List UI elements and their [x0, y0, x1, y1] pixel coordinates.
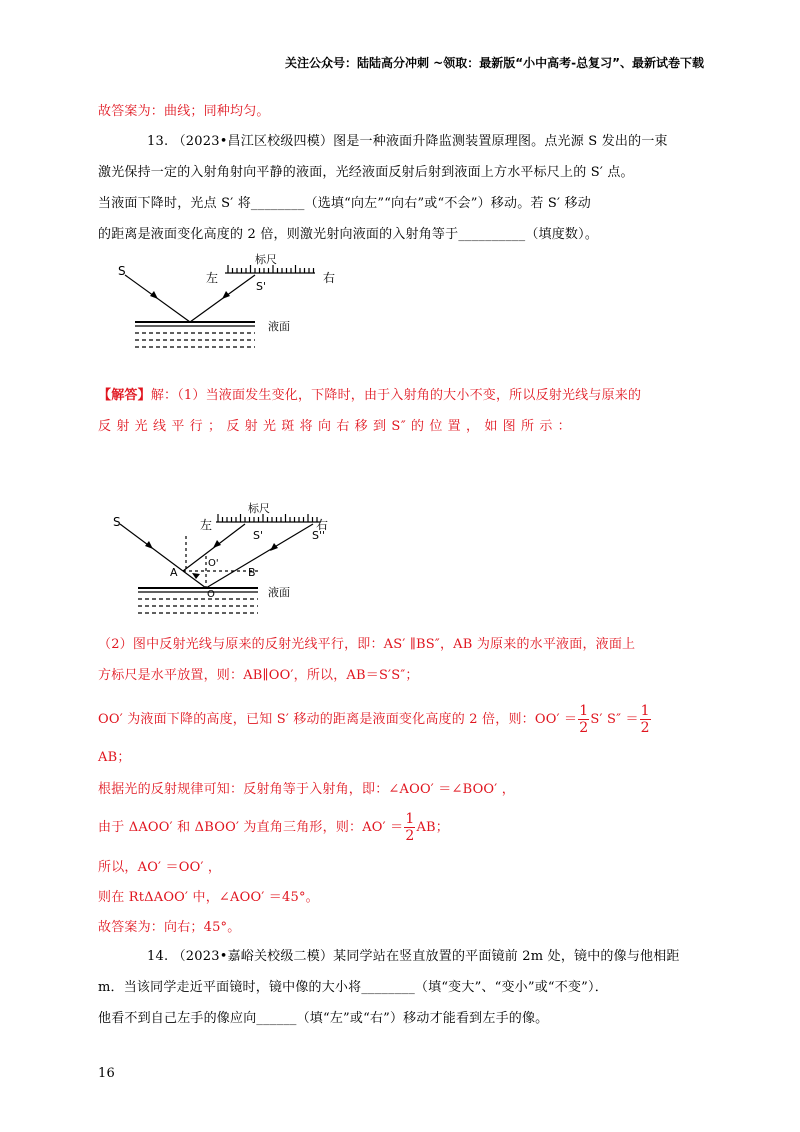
solution-p7: 则在 RtΔAOO′ 中，∠AOO′ ＝45°。 — [98, 890, 319, 905]
q13-line-1: 13. （2023•昌江区校级四模）图是一种液面升降监测装置原理图。点光源 S 发出的一束 — [147, 134, 668, 149]
solution-p2-1: （2）图中反射光线与原来的反射光线平行，即：AS′ ∥BS″，AB 为原来的水平液面，液面上 — [98, 637, 636, 652]
arrow-reflected-2 — [213, 540, 221, 548]
solution-p3-end: AB； — [98, 750, 131, 765]
solution-line-1 — [98, 384, 641, 403]
label-s-prime: S' — [256, 280, 267, 293]
label-left: 左 — [206, 271, 219, 285]
solution-p5 — [98, 812, 449, 843]
label-b: B — [248, 566, 256, 579]
fraction-numerator: 1 — [579, 703, 589, 719]
ruler-ticks — [228, 265, 314, 273]
solution-p5-b: AB； — [416, 820, 450, 835]
ruler-ticks-2 — [218, 514, 317, 522]
solution-figure — [108, 496, 348, 616]
label-surface-2: 液面 — [268, 586, 290, 599]
arrow-reflected-3 — [270, 543, 278, 551]
solution-tag: 【解答】 — [98, 388, 151, 403]
fraction-denominator: 2 — [640, 720, 650, 736]
fraction-denominator: 2 — [579, 720, 589, 736]
solution-p5-a: 由于 ΔAOO′ 和 ΔBOO′ 为直角三角形，则：AO′ ＝ — [98, 820, 404, 835]
arrow-reflected — [222, 291, 230, 299]
previous-answer: 故答案为：曲线；同种均匀。 — [98, 104, 270, 119]
solution-p1-2: 反 射 光 线 平 行 ； 反 射 光 斑 将 向 右 移 到 S″ 的 位 置 ， 如 图 所 示 ： — [98, 419, 572, 434]
page-header: 关注公众号：陆陆高分冲刺 ~领取：最新版“小中高考-总复习”、最新试卷下载 — [285, 56, 704, 70]
solution-p6: 所以，AO′ ＝OO′ ， — [98, 860, 222, 875]
fraction-numerator: 1 — [405, 811, 415, 827]
solution-p1-1: 解：（1）当液面发生变化，下降时，由于入射角的大小不变，所以反射光线与原来的 — [150, 388, 642, 403]
fraction-half-2 — [640, 704, 651, 735]
solution-p3 — [98, 704, 652, 735]
label-surface: 液面 — [268, 320, 290, 333]
label-o-prime: O' — [208, 558, 219, 569]
arrow-incident — [150, 291, 158, 299]
label-s-prime-2: S' — [253, 529, 264, 542]
page-number: 16 — [98, 1066, 115, 1081]
label-s: S — [118, 264, 126, 278]
label-ruler-2: 标尺 — [248, 502, 270, 515]
solution-answer: 故答案为：向右；45°。 — [98, 920, 241, 935]
arrow-incident-2 — [145, 541, 153, 549]
label-right: 右 — [323, 271, 336, 285]
q13-line-2: 激光保持一定的入射角射向平静的液面，光经液面反射后射到液面上方水平标尺上的 S′ 点。 — [98, 165, 634, 180]
q13-figure — [110, 250, 360, 360]
label-left-2: 左 — [200, 518, 213, 532]
label-right-2: 右 — [316, 518, 329, 532]
fraction-half-3 — [404, 812, 415, 843]
q13-line-4: 的距离是液面变化高度的 2 倍，则激光射向液面的入射角等于__________（填度数）。 — [98, 227, 599, 242]
q14-line-3: 他看不到自己左手的像应向______（填“左”或“右”）移动才能看到左手的像。 — [98, 1011, 549, 1026]
solution-p3-text: OO′ 为液面下降的高度，已知 S′ 移动的距离是液面变化高度的 2 倍，则：OO′ ＝ — [98, 712, 578, 727]
solution-p3-mid: S′ S″ ＝ — [590, 712, 639, 727]
q14-line-1: 14. （2023•嘉峪关校级二模）某同学站在竖直放置的平面镜前 2m 处，镜中的像与他相距 — [147, 949, 680, 964]
label-ruler: 标尺 — [255, 253, 277, 266]
label-s-double-prime: S'' — [312, 529, 326, 542]
label-s-2: S — [113, 515, 121, 529]
solution-p2-2: 方标尺是水平放置，则：AB∥OO′，所以，AB＝S′S″； — [98, 668, 419, 683]
label-o: O — [207, 589, 215, 600]
fraction-half-1 — [578, 704, 589, 735]
label-a: A — [170, 566, 178, 579]
fraction-denominator: 2 — [405, 828, 415, 844]
q13-line-3: 当液面下降时，光点 S′ 将________（选填“向左”“向右”或“不会”）移动。若 S′ 移动 — [98, 196, 591, 211]
fraction-numerator: 1 — [640, 703, 650, 719]
solution-p4: 根据光的反射规律可知：反射角等于入射角，即：∠AOO′ ＝∠BOO′ ， — [98, 782, 515, 797]
q14-line-2: m．当该同学走近平面镜时，镜中像的大小将________（填“变大”、“变小”或“不变”）． — [98, 980, 608, 995]
